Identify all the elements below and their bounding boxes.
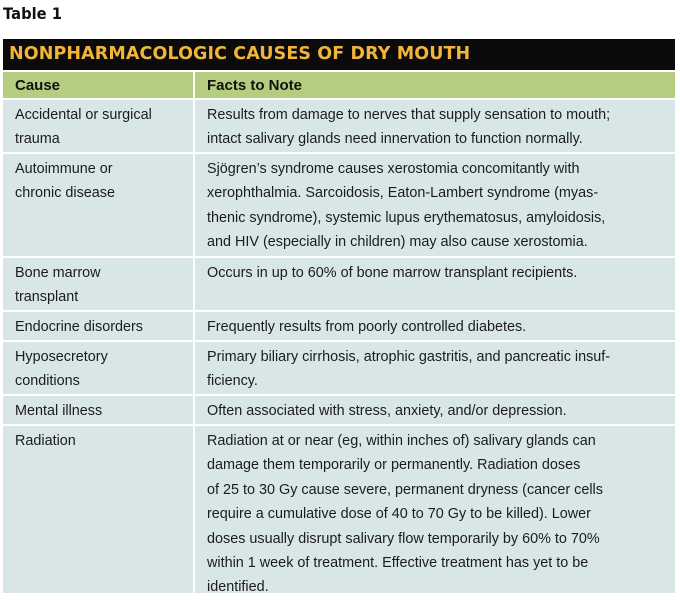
cause-line: Autoimmune or: [15, 161, 113, 177]
facts-line: damage them temporarily or permanently. Radiation doses: [207, 457, 581, 474]
cause-line: Radiation: [15, 433, 76, 449]
facts-line: Radiation at or near (eg, within inches of) salivary glands can: [207, 433, 596, 449]
facts-line: Frequently results from poorly controlled diabetes.: [207, 319, 527, 335]
cause-line: transplant: [15, 289, 79, 306]
facts-cell: [207, 399, 669, 423]
cause-line: Bone marrow: [15, 265, 101, 281]
table-row: [3, 340, 675, 394]
cause-line: Accidental or surgical: [15, 107, 152, 123]
facts-line: doses usually disrupt salivary flow temporarily by 60% to 70%: [207, 530, 600, 547]
table-row: [3, 424, 675, 596]
facts-line: and HIV (especially in children) may also cause xerostomia.: [207, 234, 588, 251]
cause-line: trauma: [15, 131, 60, 148]
facts-line: of 25 to 30 Gy cause severe, permanent dryness (cancer cells: [207, 481, 603, 498]
facts-line: xerophthalmia. Sarcoidosis, Eaton-Lambert syndrome (myas-: [207, 185, 599, 202]
facts-line: ficiency.: [207, 373, 258, 390]
header-cause: Cause: [15, 77, 61, 94]
facts-line: thenic syndrome), systemic lupus erythematosus, amyloidosis,: [207, 209, 606, 226]
facts-cell: [207, 103, 669, 152]
facts-line: intact salivary glands need innervation to function normally.: [207, 131, 583, 148]
table-row: [3, 152, 675, 256]
cause-cell: [15, 315, 193, 339]
cause-line: Mental illness: [15, 403, 103, 419]
facts-line: Often associated with stress, anxiety, and/or depression.: [207, 403, 567, 419]
facts-line: identified.: [207, 579, 269, 596]
facts-line: require a cumulative dose of 40 to 70 Gy to be killed). Lower: [207, 506, 591, 523]
cause-line: chronic disease: [15, 185, 115, 202]
facts-line: Primary biliary cirrhosis, atrophic gastritis, and pancreatic insuf-: [207, 349, 611, 365]
table-row: [3, 256, 675, 310]
facts-cell: [207, 157, 669, 255]
column-divider: [193, 72, 195, 593]
facts-line: within 1 week of treatment. Effective treatment has yet to be: [207, 555, 589, 572]
facts-line: Results from damage to nerves that supply sensation to mouth;: [207, 107, 611, 123]
header-facts: Facts to Note: [207, 77, 303, 94]
table-row: [3, 98, 675, 152]
table-label: Table 1: [3, 4, 63, 23]
table-row: [3, 310, 675, 340]
cause-cell: [15, 157, 193, 206]
cause-line: Hyposecretory: [15, 349, 108, 365]
facts-cell: [207, 315, 669, 339]
table-header-row: [3, 72, 675, 98]
cause-cell: [15, 399, 193, 423]
facts-cell: [207, 261, 669, 285]
facts-line: Occurs in up to 60% of bone marrow transplant recipients.: [207, 265, 578, 281]
cause-cell: [15, 261, 193, 310]
facts-cell: [207, 429, 669, 600]
table-title: NONPHARMACOLOGIC CAUSES OF DRY MOUTH: [3, 39, 675, 70]
cause-line: Endocrine disorders: [15, 319, 143, 335]
cause-cell: [15, 429, 193, 453]
cause-line: conditions: [15, 373, 80, 390]
facts-line: Sjögren’s syndrome causes xerostomia concomitantly with: [207, 161, 580, 177]
cause-cell: [15, 345, 193, 394]
table-row: [3, 394, 675, 424]
cause-cell: [15, 103, 193, 152]
facts-cell: [207, 345, 669, 394]
